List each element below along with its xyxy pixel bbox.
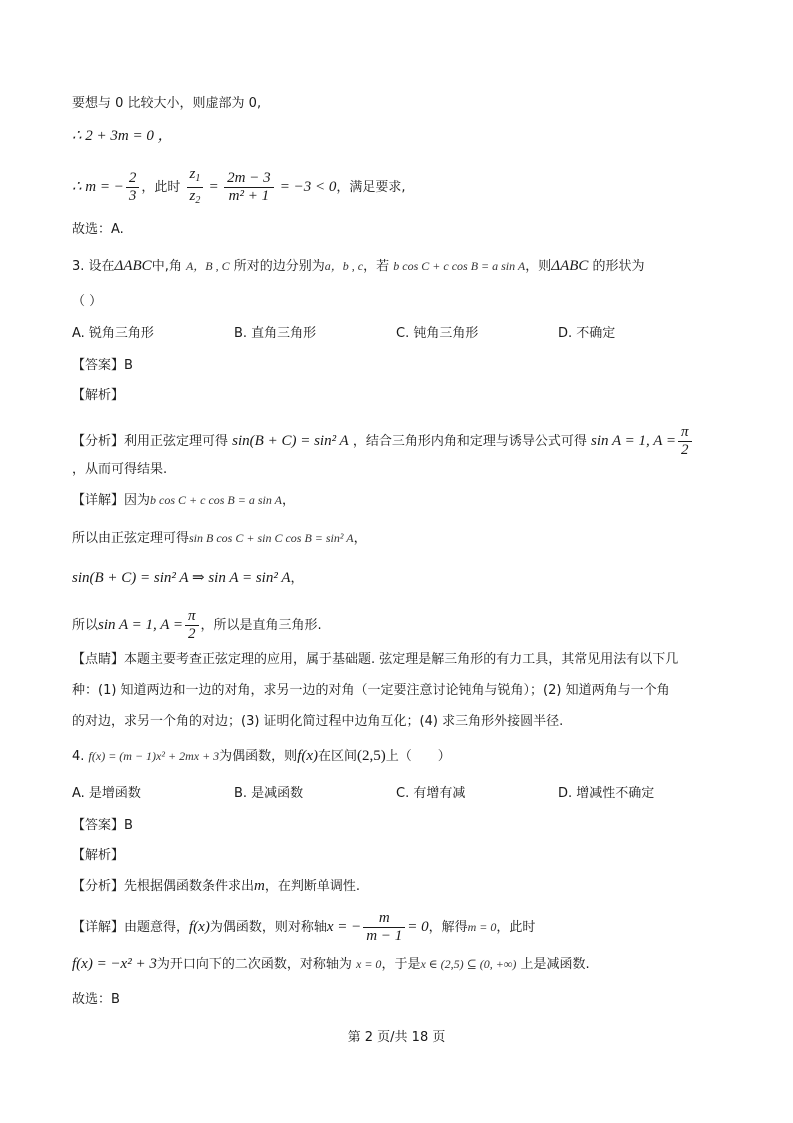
option-d: D. 不确定 xyxy=(558,326,616,341)
solution-line: 【详解】因为b cos C + c cos B = a sin A， xyxy=(72,493,295,508)
comment-line: 【点睛】本题主要考查正弦定理的应用，属于基础题. 弦定理是解三角形的有力工具，其常见用法有以下几 xyxy=(72,652,679,667)
option-a: A. 锐角三角形 xyxy=(72,326,154,341)
math-line: ∴ m = − $\frac{2}{3}$ ，此时 $\frac{z_1}{z_2}$ = $\frac{2m - 3}{\text{m² + 1}}$ = −3 < 0，满足要求, xyxy=(72,166,406,209)
analysis-heading: 【解析】 xyxy=(72,388,125,403)
fraction: $\frac{z_1}{z_2}$ xyxy=(187,166,204,209)
comment-line: 的对边，求另一个角的对边；(3) 证明化简过程中边角互化；(4) 求三角形外接圆半径. xyxy=(72,714,564,729)
option-c: C. 有增有减 xyxy=(396,786,466,801)
solution-line: sin(B + C) = sin² A ⇒ sin A = sin² A， xyxy=(72,570,304,586)
solution-line: 所以由正弦定理可得sin B cos C + sin C cos B = sin² A， xyxy=(72,531,367,546)
text-line: 故选：B xyxy=(72,992,120,1007)
option-b: B. 直角三角形 xyxy=(234,326,317,341)
math-line: ∴ 2 + 3m = 0 ， xyxy=(72,128,173,144)
fraction: $\frac{m}{m - 1}$ xyxy=(363,910,405,945)
option-a: A. 是增函数 xyxy=(72,786,141,801)
page-footer: 第 2 页/共 18 页 xyxy=(347,1030,446,1045)
question-paren: （ ） xyxy=(72,294,103,309)
options-row xyxy=(72,324,615,344)
analysis-heading: 【解析】 xyxy=(72,848,125,863)
solution-line: f(x) = −x² + 3为开口向下的二次函数，对称轴为 x = 0，于是x ∈ (2,5) ⊆ (0, +∞) 上是减函数. xyxy=(72,956,590,972)
text-line: 故选：A. xyxy=(72,222,124,237)
analysis-line: ，从而可得结果. xyxy=(72,462,168,477)
fraction: $\frac{\pi}{2}$ xyxy=(678,424,692,459)
option-d: D. 增减性不确定 xyxy=(558,786,655,801)
answer: 【答案】B xyxy=(72,818,133,833)
solution-line: 【详解】由题意得，f(x)为偶函数，则对称轴x = − $\frac{m}{m - 1}$ = 0，解得m = 0，此时 xyxy=(72,910,536,944)
option-c: C. 钝角三角形 xyxy=(396,326,479,341)
analysis-line: 【分析】先根据偶函数条件求出m，在判断单调性. xyxy=(72,878,360,894)
options-row xyxy=(72,784,654,804)
solution-line: 所以sin A = 1, A = $\frac{\pi}{2}$ ，所以是直角三角形. xyxy=(72,608,322,642)
fraction: $\frac{\pi}{2}$ xyxy=(185,608,199,643)
question-stem: 3. 设在ΔABC中,角 A，B , C 所对的边分别为a，b , c，若 b cos C + c cos B = a sin A，则ΔABC 的形状为 xyxy=(72,258,645,274)
analysis-line: 【分析】利用正弦定理可得 sin(B + C) = sin² A ，结合三角形内角和定理与诱导公式可得 sin A = 1, A = $\frac{\pi}{2}$ xyxy=(72,424,694,459)
question-stem: 4. f(x) = (m − 1)x² + 2mx + 3为偶函数，则f(x)在区间(2,5)上（ ） xyxy=(72,748,451,764)
option-b: B. 是减函数 xyxy=(234,786,304,801)
text-line: 要想与 0 比较大小，则虚部为 0, xyxy=(72,96,262,111)
answer: 【答案】B xyxy=(72,358,133,373)
fraction: $\frac{2m - 3}{\text{m² + 1}}$ xyxy=(224,170,273,205)
comment-line: 种：(1) 知道两边和一边的对角，求另一边的对角（一定要注意讨论钝角与锐角）；(2) 知道两角与一个角 xyxy=(72,683,670,698)
fraction: $\frac{2}{3}$ xyxy=(126,170,140,205)
